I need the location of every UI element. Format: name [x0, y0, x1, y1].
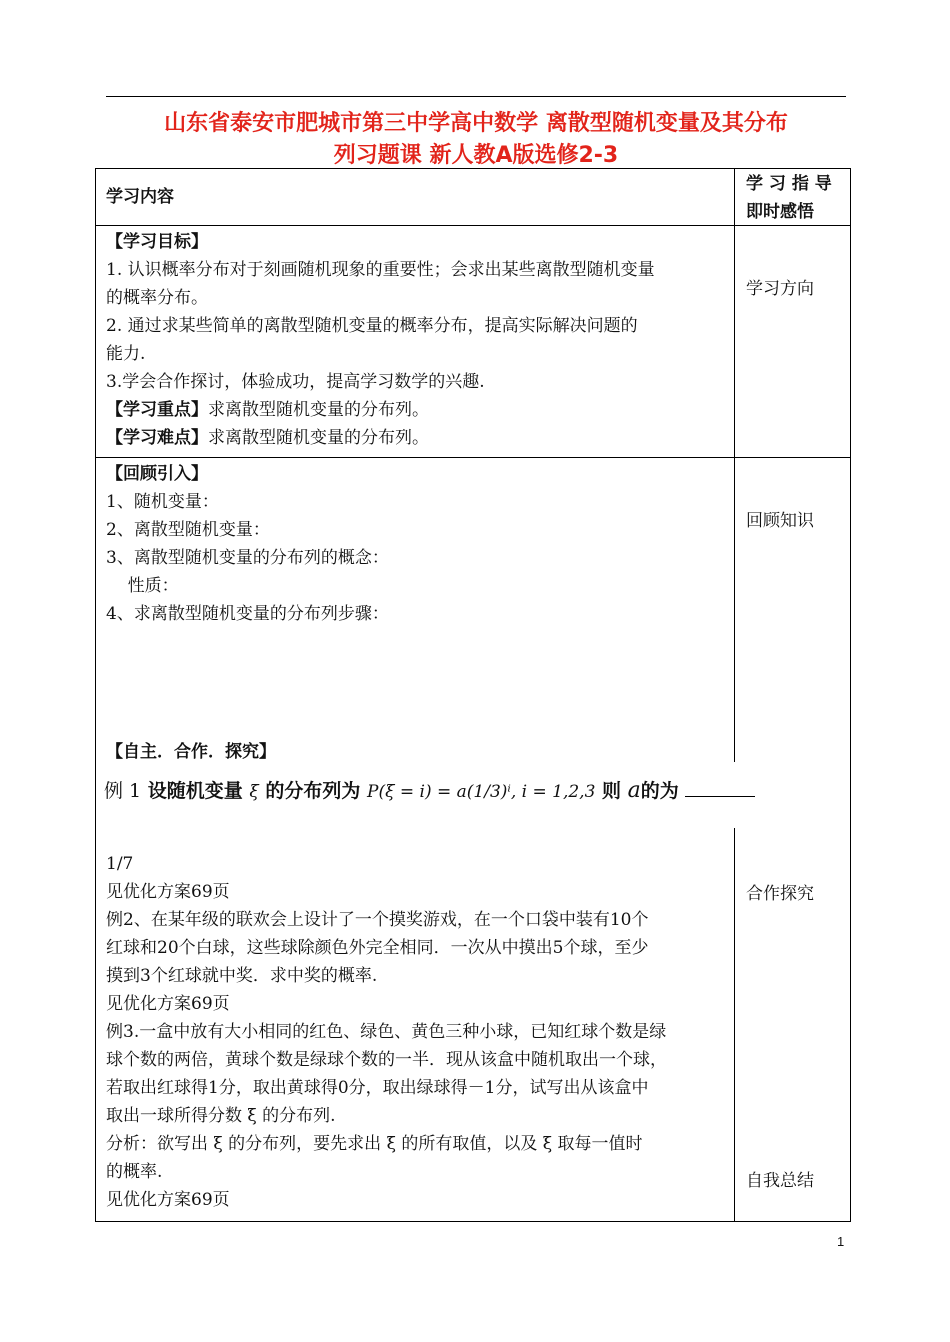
example-3-line: 例3.一盒中放有大小相同的红色、绿色、黄色三种小球，已知红球个数是绿 — [106, 1022, 667, 1042]
objective-line: 1. 认识概率分布对于刻画随机现象的重要性；会求出某些离散型随机变量 — [106, 260, 655, 280]
title-line-2: 列习题课 新人教A版选修2-3 — [333, 143, 619, 168]
header-guide-line-1: 学 习 指 导 — [746, 174, 832, 194]
header-content-label: 学习内容 — [106, 187, 174, 207]
example-1-text-b: 的分布列为 — [265, 780, 361, 802]
page-number: 1 — [837, 1234, 845, 1249]
guide-direction: 学习方向 — [746, 279, 814, 299]
analysis-line: 分析：欲写出 ξ 的分布列，要先求出 ξ 的所有取值，以及 ξ 取每一值时 — [106, 1134, 643, 1154]
example-2-line: 红球和20个白球，这些球除颜色外完全相同．一次从中摸出5个球，至少 — [106, 938, 649, 958]
objectives-section — [106, 228, 731, 452]
difficulty-text: 求离散型随机变量的分布列。 — [208, 428, 429, 448]
reference-1: 见优化方案69页 — [106, 882, 230, 902]
difficulty-label: 【学习难点】 — [106, 428, 208, 448]
focus-line — [106, 396, 731, 424]
objective-line: 能力. — [106, 344, 146, 364]
column-divider-upper — [734, 168, 735, 762]
example-2-line: 例2、在某年级的联欢会上设计了一个摸奖游戏，在一个口袋中装有10个 — [106, 910, 649, 930]
review-line: 性质： — [106, 576, 179, 596]
review-line: 1、随机变量： — [106, 492, 219, 512]
example-1-text-c: 则 — [602, 780, 622, 802]
objective-line: 的概率分布。 — [106, 288, 208, 308]
example-2-line: 摸到3个红球就中奖．求中奖的概率. — [106, 966, 378, 986]
review-line: 4、求离散型随机变量的分布列步骤： — [106, 604, 389, 624]
objective-line: 2. 通过求某些简单的离散型随机变量的概率分布，提高实际解决问题的 — [106, 316, 638, 336]
guide-summary: 自我总结 — [746, 1171, 814, 1191]
example-1-text — [104, 776, 755, 803]
a-symbol: a — [627, 778, 641, 803]
analysis-line: 的概率. — [106, 1162, 163, 1182]
review-heading: 【回顾引入】 — [106, 464, 208, 484]
example-1-range: , i = 1,2,3 — [510, 782, 596, 802]
example-3-line: 取出一球所得分数 ξ 的分布列. — [106, 1106, 336, 1126]
reference-3: 见优化方案69页 — [106, 1190, 230, 1210]
example-1-text-a: 设随机变量 — [147, 780, 243, 802]
answer-blank — [685, 796, 755, 797]
difficulty-line — [106, 424, 731, 452]
document-title — [96, 108, 856, 172]
examples-section — [106, 850, 731, 1214]
example-3-line: 若取出红球得1分，取出黄球得0分，取出绿球得－1分，试写出从该盒中 — [106, 1078, 649, 1098]
guide-review: 回顾知识 — [746, 511, 814, 531]
example-1-image — [104, 762, 734, 828]
row-divider-objectives — [95, 457, 851, 458]
review-section — [106, 460, 731, 628]
title-line-1: 山东省泰安市肥城市第三中学高中数学 离散型随机变量及其分布 — [164, 111, 788, 136]
review-line: 2、离散型随机变量： — [106, 520, 270, 540]
guide-explore: 合作探究 — [746, 884, 814, 904]
example-3-line: 球个数的两倍，黄球个数是绿球个数的一半．现从该盒中随机取出一个球， — [106, 1050, 667, 1070]
xi-symbol: ξ — [249, 782, 259, 802]
objective-line: 3.学会合作探讨，体验成功，提高学习数学的兴趣. — [106, 372, 485, 392]
row-divider-header — [95, 225, 851, 226]
explore-heading: 【自主．合作．探究】 — [106, 742, 276, 762]
review-line: 3、离散型随机变量的分布列的概念： — [106, 548, 389, 568]
reference-2: 见优化方案69页 — [106, 994, 230, 1014]
example-1-text-d: 的为 — [640, 780, 679, 802]
header-rule — [106, 96, 846, 97]
focus-label: 【学习重点】 — [106, 400, 208, 420]
objectives-heading: 【学习目标】 — [106, 232, 208, 252]
focus-text: 求离散型随机变量的分布列。 — [208, 400, 429, 420]
answer-1: 1/7 — [106, 854, 134, 874]
column-divider-lower — [734, 828, 735, 1222]
example-1-prefix: 例 1 — [104, 780, 142, 802]
example-1-formula: P(ξ = i) = a(1/3)ⁱ — [367, 782, 511, 802]
header-guide-line-2: 即时感悟 — [746, 202, 814, 222]
header-guide-label — [746, 170, 832, 226]
